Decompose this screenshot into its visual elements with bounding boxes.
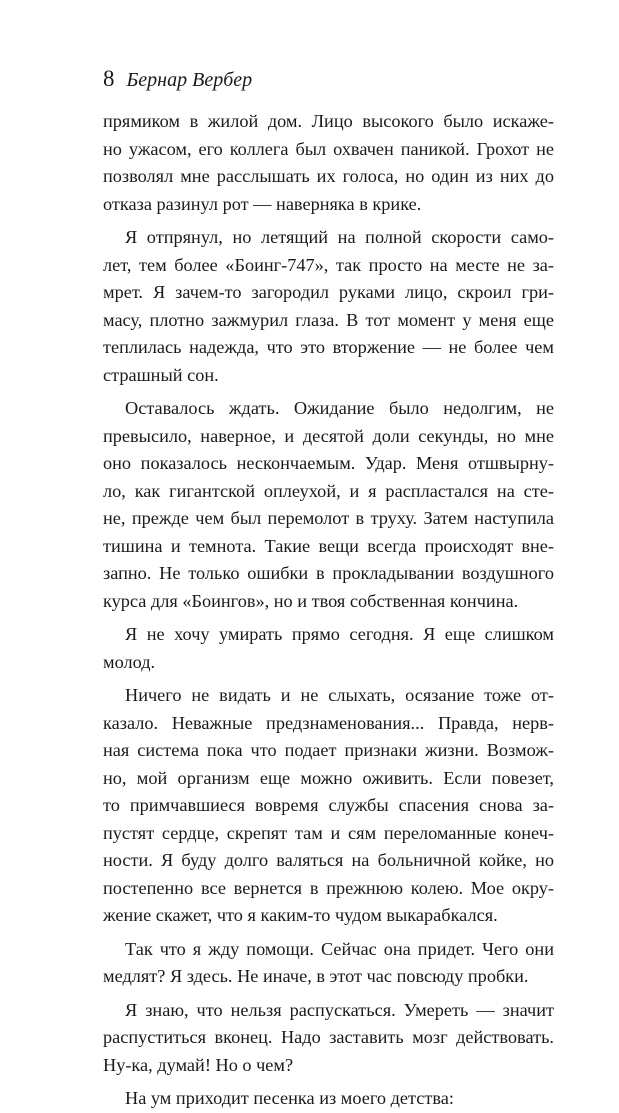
text-line: Оставалось ждать. Ожидание было недолгим, не	[125, 398, 554, 418]
text-line: превысило, наверное, и десятой доли секунды, но мне	[103, 425, 554, 446]
text-line: не, прежде чем был перемолот в труху. Затем наступила	[103, 508, 554, 528]
text-line: отказа разинул рот — наверняка в крике.	[103, 193, 422, 214]
text-line: медлят? Я здесь. Не иначе, в этот час повсюду пробки.	[103, 966, 529, 986]
text-line: Ну-ка, думай! Но о чем?	[103, 1054, 294, 1075]
text-line: Так что я жду помощи. Сейчас она придет. Чего они	[125, 938, 554, 959]
text-line: На ум приходит песенка из моего детства:	[125, 1088, 454, 1108]
text-line: ности. Я буду долго валяться на больничной койке, но	[103, 850, 554, 870]
paragraph	[103, 1085, 554, 1113]
paragraph	[103, 682, 554, 930]
paragraph	[103, 108, 554, 218]
text-line: масу, плотно зажмурил глаза. В тот момент у меня еще	[103, 309, 554, 330]
text-line: но ужасом, его коллега был охвачен паникой. Грохот не	[103, 138, 554, 159]
text-line: Я отпрянул, но летящий на полной скорости само-	[125, 227, 554, 247]
text-line: ло, как гигантской оплеухой, и я распластался на сте-	[103, 480, 554, 501]
text-line: ная система пока что подает признаки жизни. Возмож-	[103, 740, 554, 760]
text-line: курса для «Боингов», но и твоя собственная кончина.	[103, 590, 519, 611]
text-line: мрет. Я зачем-то загородил руками лицо, скроил гри-	[103, 282, 554, 302]
text-line: лет, тем более «Боинг-747», так просто на месте не за-	[103, 254, 554, 275]
text-line: Ничего не видать и не слыхать, осязание тоже от-	[125, 685, 554, 705]
text-line: казало. Неважные предзнаменования... Правда, нерв-	[103, 712, 554, 733]
text-line: распуститься вконец. Надо заставить мозг действовать.	[103, 1027, 554, 1047]
body-text	[103, 108, 554, 1113]
text-line: оно показалось нескончаемым. Удар. Меня отшвырну-	[103, 453, 554, 473]
page-number: 8	[103, 66, 115, 91]
running-header	[103, 66, 252, 92]
text-line: запно. Не только ошибки в прокладывании воздушного	[103, 563, 554, 583]
text-line: молод.	[103, 651, 156, 672]
text-line: Я знаю, что нельзя распускаться. Умереть — значит	[125, 999, 554, 1020]
text-line: постепенно все вернется в прежнюю колею. Мое окру-	[103, 877, 554, 898]
text-line: жение скажет, что я каким-то чудом выкарабкался.	[103, 905, 498, 925]
paragraph	[103, 936, 554, 991]
text-line: но, мой организм еще можно оживить. Если повезет,	[103, 767, 554, 788]
text-line: прямиком в жилой дом. Лицо высокого было искаже-	[103, 111, 554, 131]
paragraph	[103, 621, 554, 676]
paragraph	[103, 997, 554, 1080]
text-line: пустят сердце, скрепят там и сям переломанные конеч-	[103, 822, 554, 843]
text-line: теплилась надежда, что это вторжение — не более чем	[103, 337, 554, 357]
paragraph	[103, 395, 554, 615]
text-line: Я не хочу умирать прямо сегодня. Я еще слишком	[125, 624, 554, 644]
paragraph	[103, 224, 554, 389]
text-line: то примчавшиеся вовремя службы спасения снова за-	[103, 795, 554, 815]
running-head-author: Бернар Вербер	[126, 69, 253, 91]
text-line: позволял мне расслышать их голоса, но один из них до	[103, 166, 554, 186]
text-line: страшный сон.	[103, 364, 219, 385]
text-line: тишина и темнота. Такие вещи всегда происходят вне-	[103, 535, 554, 556]
